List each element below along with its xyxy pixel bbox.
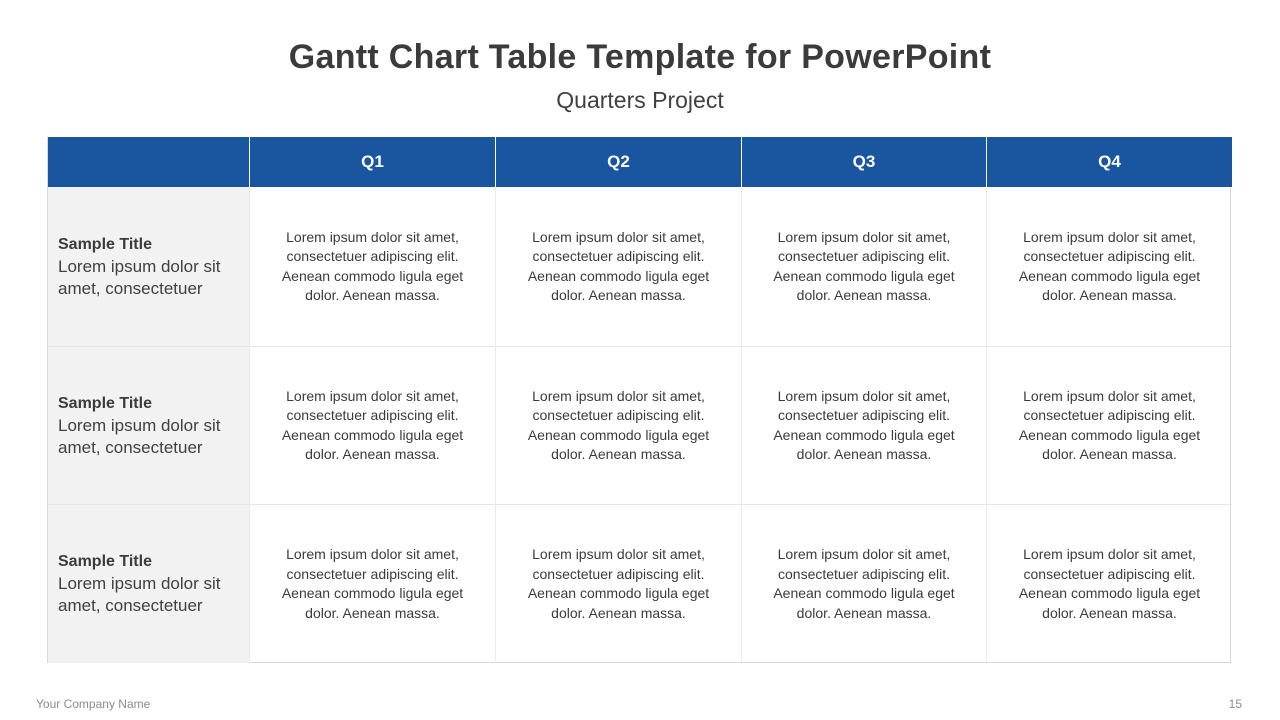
table-cell: Lorem ipsum dolor sit amet, consectetuer adipiscing elit. Aenean commodo ligula eget dolor. Aenean massa. <box>249 346 495 504</box>
table-cell: Lorem ipsum dolor sit amet, consectetuer adipiscing elit. Aenean commodo ligula eget dolor. Aenean massa. <box>249 187 495 346</box>
column-header-q3: Q3 <box>741 137 986 187</box>
column-header-q4: Q4 <box>986 137 1232 187</box>
table-cell: Lorem ipsum dolor sit amet, consectetuer adipiscing elit. Aenean commodo ligula eget dolor. Aenean massa. <box>741 187 986 346</box>
column-header-q2: Q2 <box>495 137 741 187</box>
table-cell: Lorem ipsum dolor sit amet, consectetuer adipiscing elit. Aenean commodo ligula eget dolor. Aenean massa. <box>495 346 741 504</box>
table-cell: Lorem ipsum dolor sit amet, consectetuer adipiscing elit. Aenean commodo ligula eget dolor. Aenean massa. <box>249 504 495 663</box>
table-cell: Lorem ipsum dolor sit amet, consectetuer adipiscing elit. Aenean commodo ligula eget dolor. Aenean massa. <box>495 187 741 346</box>
row-header <box>48 504 249 663</box>
row-description: Lorem ipsum dolor sit amet, consectetuer <box>58 415 221 457</box>
slide-title: Gantt Chart Table Template for PowerPoint <box>288 38 992 76</box>
table-cell: Lorem ipsum dolor sit amet, consectetuer adipiscing elit. Aenean commodo ligula eget dolor. Aenean massa. <box>495 504 741 663</box>
row-header <box>48 346 249 504</box>
table-cell: Lorem ipsum dolor sit amet, consectetuer adipiscing elit. Aenean commodo ligula eget dolor. Aenean massa. <box>986 346 1232 504</box>
footer-page-number: 15 <box>1228 697 1242 711</box>
table-cell: Lorem ipsum dolor sit amet, consectetuer adipiscing elit. Aenean commodo ligula eget dolor. Aenean massa. <box>986 504 1232 663</box>
row-title: Sample Title <box>58 553 152 570</box>
row-description: Lorem ipsum dolor sit amet, consectetuer <box>58 256 221 298</box>
table-corner-header <box>48 137 249 187</box>
slide-subtitle: Quarters Project <box>556 87 724 113</box>
row-description: Lorem ipsum dolor sit amet, consectetuer <box>58 574 221 615</box>
row-header <box>48 187 249 346</box>
footer-company-name: Your Company Name <box>36 697 151 711</box>
table-cell: Lorem ipsum dolor sit amet, consectetuer adipiscing elit. Aenean commodo ligula eget dolor. Aenean massa. <box>986 187 1232 346</box>
row-title: Sample Title <box>58 235 152 253</box>
gantt-table <box>47 137 1231 663</box>
row-title: Sample Title <box>58 394 152 412</box>
table-cell: Lorem ipsum dolor sit amet, consectetuer adipiscing elit. Aenean commodo ligula eget dolor. Aenean massa. <box>741 346 986 504</box>
table-cell: Lorem ipsum dolor sit amet, consectetuer adipiscing elit. Aenean commodo ligula eget dolor. Aenean massa. <box>741 504 986 663</box>
column-header-q1: Q1 <box>249 137 495 187</box>
